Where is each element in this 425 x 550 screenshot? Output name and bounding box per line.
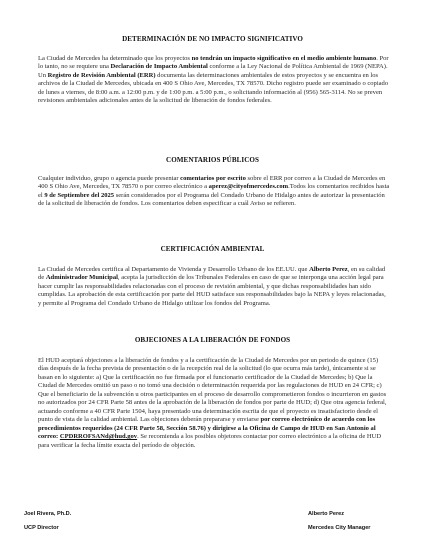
objections-heading: OBJECIONES A LA LIBERACIÓN DE FONDOS [134, 336, 291, 344]
comments-heading: COMENTARIOS PÚBLICOS [166, 156, 259, 164]
signature-right-name: Alberto Perez [308, 511, 345, 517]
objections-paragraph: El HUD aceptará objeciones a la liberación de fondos y a la certificación de la Ciudad de Mercedes por un periodo de quince (15) días después de la fecha prevista de presentación o de la recepción real de la solicitud (lo que ocurra más tarde), únicamente si se basan en lo siguiente: a) Que la certificación no fue firmada por el funcionario certificador de la Ciudad de Mercedes; b) Que la Ciudad de Mercedes omitió un paso o no tomó una decisión o determinación requerida por las regulaciones de HUD en 24 CFR; c) Que el beneficiario de la subvención u otros participantes en el proceso de desarrollo comprometieron fondos o incurrieron en gastos no autorizados por 24 CFR Parte 58 antes de la aprobación de la liberación de fondos por parte de HUD; d) Que otra agencia federal, actuando conforme a 40 CFR Parte 1504, haya presentado una determinación escrita de que el proyecto es insatisfactorio desde el punto de vista de la calidad ambiental. Las objeciones deberán prepararse y enviarse por correo electrónico de acuerdo con los procedimientos requeridos (24 CFR Parte 58, Sección 58.76) y dirigirse a la Oficina de Campo de HUD en San Antonio al correo: CPDRROFSANd@hud.gov. Se recomienda a los posibles objetores contactar por correo electrónico a la oficina de HUD para verificar la fecha límite exacta del período de objeción. [38, 357, 387, 449]
fonsi-paragraph: La Ciudad de Mercedes ha determinado que los proyectos no tendrán un impacto significativo en el medio ambiente humano. Por lo tanto, no se requiere una Declaración de Impacto Ambiental conforme a la Ley Nacional de Política Ambiental de 1969 (NEPA). Un Registro de Revisión Ambiental (ERR) documenta las determinaciones ambientales de estos proyectos y se encuentra en los archivos de la Ciudad de Mercedes, ubicada en 400 S Ohio Ave, Mercedes, TX 78570. Dicho registro puede ser examinado o copiado de lunes a viernes, de 8:00 a.m. a 12:00 p.m. y de 1:00 p.m. a 5:00 p.m., o solicitando información al (956) 565-3114. No se preven revisiones ambientales adicionales antes de la solicitud de liberación de fondos federales. [38, 55, 389, 105]
hud-email-link[interactable]: CPDRROFSANd@hud.gov [59, 433, 138, 441]
fonsi-heading: DETERMINACIÓN DE NO IMPACTO SIGNIFICATIVO [122, 35, 303, 43]
comments-paragraph: Cualquier individuo, grupo o agencia puede presentar comentarios por escrito sobre el ERR por correo a la Ciudad de Mercedes en 400 S Ohio Ave, Mercedes, TX 78570 o por correo electrónico a aperez@cityofmercedes.com.Todos los comentarios recibidos hasta el 9 de Septiembre del 2025 serán considerados por el Programa del Condado Urbano de Hidalgo antes de autorizar la presentación de la solicitud de liberación de fondos. Los comentarios deben especificar a cuál Aviso se refieren. [38, 175, 390, 208]
signature-left-title: UCP Director [24, 525, 59, 531]
certification-paragraph: La Ciudad de Mercedes certifica al Departamento de Vivienda y Desarrollo Urbano de los EE.UU. que Alberto Perez, en su calidad de Administrador Municipal, acepta la jurisdicción de los Tribunales Federales en caso de que se interponga una acción legal para hacer cumplir las responsabilidades relacionadas con el proceso de revisión ambiental, y que dichas responsabilidades han sido cumplidas. La aprobación de esta certificación por parte del HUD satisface sus responsabilidades bajo la NEPA y leyes relacionadas, y permite al Programa del Condado Urbano de Hidalgo utilizar los fondos del Programa. [38, 266, 386, 307]
signature-left-name: Joel Rivera, Ph.D. [24, 511, 72, 517]
certification-heading: CERTIFICACIÓN AMBIENTAL [160, 245, 265, 253]
signature-right-title: Mercedes City Manager [308, 525, 371, 531]
